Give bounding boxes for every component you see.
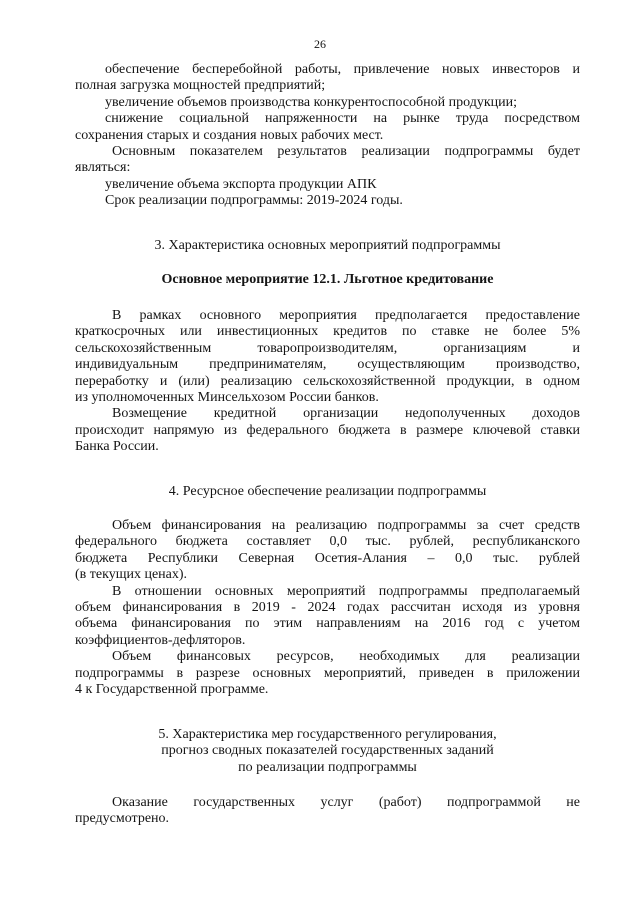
- paragraph-line: объем финансирования в 2019 - 2024 годах рассчитан исходя из уровня: [75, 600, 580, 616]
- paragraph-line: Срок реализации подпрограммы: 2019-2024 годы.: [105, 193, 403, 209]
- section-3-heading: 3. Характеристика основных мероприятий подпрограммы: [154, 238, 501, 253]
- paragraph-line: (в текущих ценах).: [75, 567, 188, 583]
- paragraph-line: подпрограммы в разрезе основных мероприятий, приведен в приложении: [75, 665, 580, 681]
- paragraph-line: В отношении основных мероприятий подпрограммы предполагаемый: [112, 583, 580, 599]
- paragraph-line: предусмотрено.: [75, 811, 170, 827]
- section-3-text: [75, 308, 580, 456]
- paragraph-line: происходит напрямую из федерального бюджета в размере ключевой ставки: [75, 422, 580, 438]
- paragraph-line: 4 к Государственной программе.: [75, 682, 269, 698]
- paragraph-line: сохранения старых и создания новых рабочих мест.: [75, 127, 384, 143]
- section-4-heading: 4. Ресурсное обеспечение реализации подпрограммы: [168, 484, 487, 499]
- paragraph-line: Основным показателем результатов реализации подпрограммы будет: [112, 144, 580, 160]
- page-number: 26: [314, 37, 326, 51]
- section-5-heading: [75, 727, 580, 776]
- paragraph-line: Объем финансирования на реализацию подпрограммы за счет средств: [112, 518, 580, 533]
- paragraph-line: В рамках основного мероприятия предполагается предоставление: [112, 308, 580, 323]
- paragraph-line: увеличение объемов производства конкурентоспособной продукции;: [105, 94, 518, 110]
- section-4-text: [75, 518, 580, 698]
- paragraph-line: Объем финансовых ресурсов, необходимых для реализации: [112, 649, 580, 665]
- paragraph-line: федерального бюджета составляет 0,0 тыс. рублей, республиканского: [75, 534, 580, 550]
- paragraph-line: коэффициентов-дефляторов.: [75, 632, 246, 648]
- paragraph-line: увеличение объема экспорта продукции АПК: [105, 176, 377, 192]
- paragraph-line: из уполномоченных Минсельхозом России банков.: [75, 390, 379, 406]
- intro-text: [75, 62, 580, 210]
- heading-line: 5. Характеристика мер государственного регулирования,: [158, 727, 497, 742]
- section-3-subheading: Основное мероприятие 12.1. Льготное кредитование: [161, 272, 494, 287]
- paragraph-line: обеспечение бесперебойной работы, привлечение новых инвесторов и: [105, 62, 580, 77]
- heading-line: по реализации подпрограммы: [238, 759, 417, 775]
- paragraph-line: сельскохозяйственным товаропроизводителям, организациям и: [75, 340, 580, 356]
- paragraph-line: являться:: [75, 160, 131, 176]
- paragraph-line: краткосрочных или инвестиционных кредитов по ставке не более 5%: [75, 324, 580, 340]
- heading-line: прогноз сводных показателей государственных заданий: [161, 743, 494, 759]
- paragraph-line: Возмещение кредитной организации недополученных доходов: [112, 406, 580, 422]
- paragraph-line: бюджета Республики Северная Осетия-Алания – 0,0 тыс. рублей: [75, 550, 580, 566]
- section-5-text: [75, 795, 580, 828]
- paragraph-line: объема финансирования по этим направлениям на 2016 год с учетом: [75, 616, 580, 632]
- paragraph-line: снижение социальной напряженности на рынке труда посредством: [105, 111, 580, 127]
- paragraph-line: Оказание государственных услуг (работ) подпрограммой не: [112, 795, 580, 810]
- paragraph-line: индивидуальным предпринимателям, осуществляющим производство,: [75, 357, 580, 373]
- paragraph-line: Банка России.: [75, 439, 159, 455]
- paragraph-line: переработку и (или) реализацию сельскохозяйственной продукции, в одном: [75, 373, 580, 389]
- paragraph-line: полная загрузка мощностей предприятий;: [75, 78, 326, 94]
